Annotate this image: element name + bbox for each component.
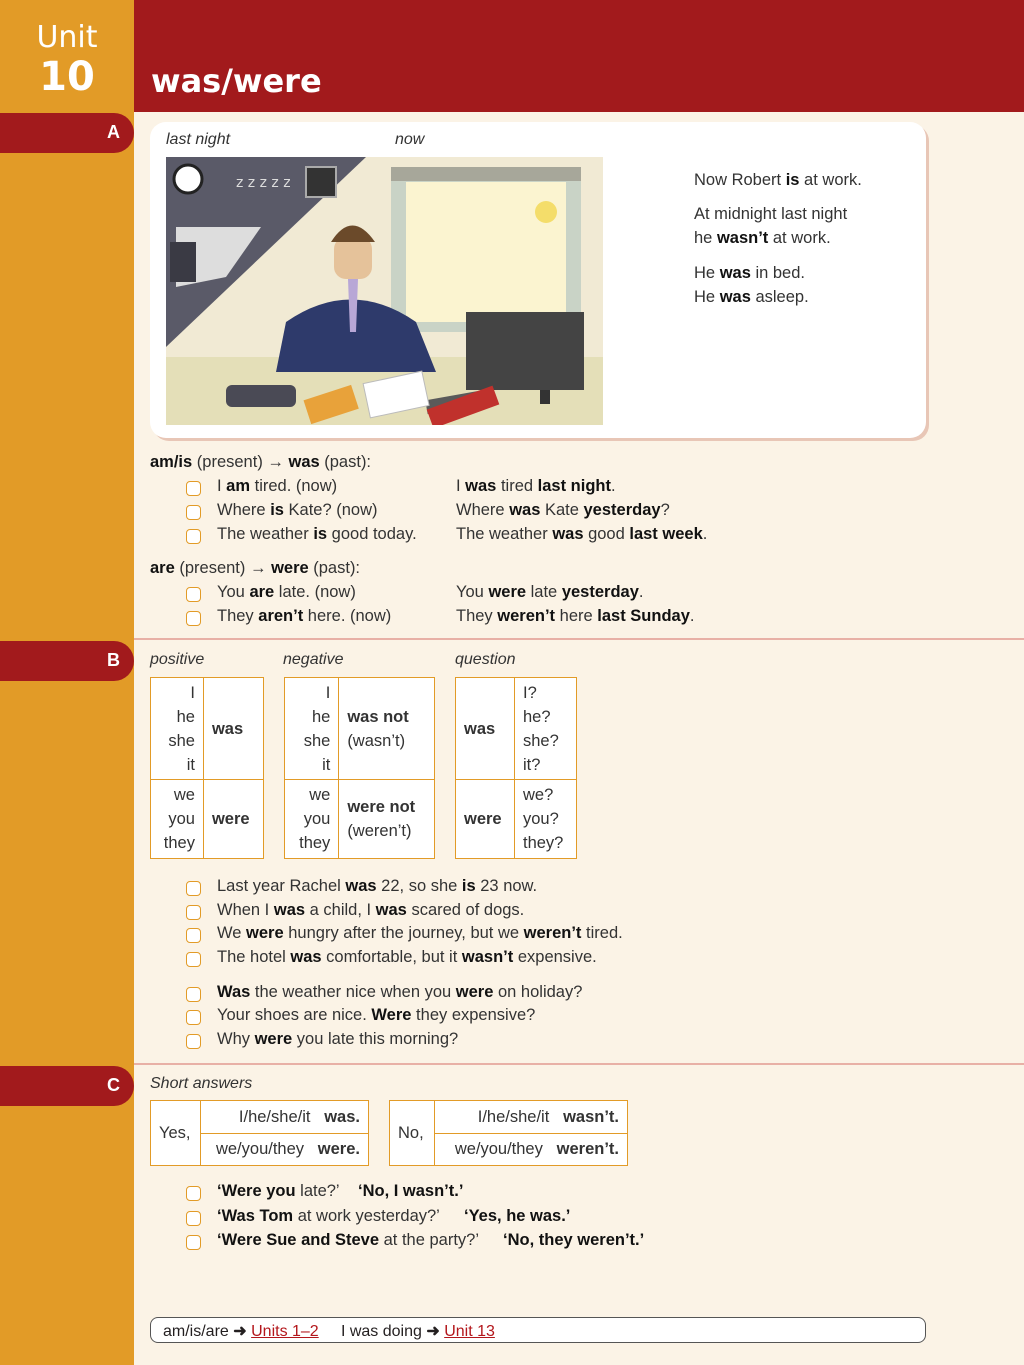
office-illustration — [166, 157, 603, 425]
section-tab-c: C — [0, 1066, 134, 1106]
example-b: Last year Rachel was 22, so she is 23 now. — [217, 877, 538, 895]
bullet — [186, 481, 201, 496]
example-b: The hotel was comfortable, but it wasn’t expensive. — [217, 948, 597, 966]
man-face — [334, 237, 372, 279]
example-b: Why were you late this morning? — [217, 1030, 459, 1048]
example-left: I am tired. (now) — [217, 477, 338, 495]
unit-word: Unit — [36, 20, 98, 55]
example-right: You were late yesterday. — [456, 583, 644, 601]
example-left: The weather is good today. — [217, 525, 417, 543]
example-right: I was tired last night. — [456, 477, 616, 495]
example-b: Your shoes are nice. Were they expensive? — [217, 1006, 536, 1024]
svg-text:z z z z z: z z z z z — [236, 175, 291, 191]
bullet — [186, 505, 201, 520]
label-now: now — [395, 131, 425, 148]
divider-b — [134, 638, 1024, 640]
sun-icon — [535, 201, 557, 223]
positive-table: I he she it was we you they were — [150, 677, 264, 859]
unit-badge — [0, 0, 134, 112]
no-cell: No, — [390, 1101, 435, 1166]
short-answer-question: ‘Were Sue and Steve at the party?’ — [217, 1231, 480, 1249]
negative-table: I he she it was not (wasn’t) we you they were not (weren’t) — [284, 677, 435, 859]
short-answer-question: ‘Was Tom at work yesterday?’ — [217, 1207, 440, 1225]
story-line-2: At midnight last night — [694, 205, 848, 223]
story-line-5: He was asleep. — [694, 288, 809, 306]
section-tab-a: A — [0, 113, 134, 153]
bullet — [186, 529, 201, 544]
rule-are-were: are (present) → were (past): — [150, 559, 361, 577]
link-units-1-2[interactable]: Units 1–2 — [251, 1323, 319, 1340]
example-right: They weren’t here last Sunday. — [456, 607, 695, 625]
short-answers-title: Short answers — [150, 1075, 253, 1092]
bullet — [186, 1186, 201, 1201]
bullet — [186, 587, 201, 602]
arrow-icon: ➜ — [233, 1323, 247, 1340]
short-answer-question: ‘Were you late?’ — [217, 1182, 340, 1200]
bullet — [186, 1034, 201, 1049]
divider-c — [134, 1063, 1024, 1065]
bullet — [186, 1010, 201, 1025]
example-right: The weather was good last week. — [456, 525, 708, 543]
story-line-3: he wasn’t at work. — [694, 229, 831, 247]
bullet — [186, 881, 201, 896]
short-answers-no-table: No, I/he/she/it wasn’t. we/you/they weren’t. — [389, 1100, 628, 1166]
label-negative: negative — [283, 651, 344, 668]
bullet — [186, 987, 201, 1002]
clock-icon — [174, 165, 202, 193]
example-b: When I was a child, I was scared of dogs. — [217, 901, 525, 919]
example-b: Was the weather nice when you were on holiday? — [217, 983, 583, 1001]
label-last-night: last night — [166, 131, 231, 148]
link-unit-13[interactable]: Unit 13 — [444, 1323, 495, 1340]
telephone — [226, 385, 296, 407]
bullet — [186, 928, 201, 943]
computer-monitor — [466, 312, 584, 390]
short-answer: ‘Yes, he was.’ — [464, 1207, 571, 1225]
label-question: question — [455, 651, 516, 668]
bullet — [186, 611, 201, 626]
rule-am-is-was: am/is (present) → was (past): — [150, 453, 372, 471]
short-answer: ‘No, they weren’t.’ — [503, 1231, 645, 1249]
short-answer: ‘No, I wasn’t.’ — [358, 1182, 464, 1200]
example-left: Where is Kate? (now) — [217, 501, 378, 519]
page-title: was/were — [151, 62, 322, 100]
example-right: Where was Kate yesterday? — [456, 501, 670, 519]
example-left: You are late. (now) — [217, 583, 356, 601]
example-b: We were hungry after the journey, but we weren’t tired. — [217, 924, 623, 942]
yes-cell: Yes, — [151, 1101, 201, 1166]
label-positive: positive — [150, 651, 205, 668]
example-left: They aren’t here. (now) — [217, 607, 392, 625]
story-line-4: He was in bed. — [694, 264, 805, 282]
sidebar — [0, 0, 134, 1365]
bullet — [186, 1211, 201, 1226]
ref-i-was-doing: I was doing — [340, 1323, 422, 1340]
story-line-1: Now Robert is at work. — [694, 171, 862, 189]
bullet — [186, 1235, 201, 1250]
section-tab-b: B — [0, 641, 134, 681]
arrow-icon: ➜ — [426, 1323, 440, 1340]
ref-am-is-are: am/is/are — [163, 1323, 229, 1340]
short-answers-yes-table: Yes, I/he/she/it was. we/you/they were. — [150, 1100, 369, 1166]
cross-reference-bar — [150, 1317, 926, 1343]
question-table: was I? he? she? it? were we? you? they? — [455, 677, 577, 859]
unit-number: 10 — [39, 54, 95, 100]
bullet — [186, 952, 201, 967]
bullet — [186, 905, 201, 920]
